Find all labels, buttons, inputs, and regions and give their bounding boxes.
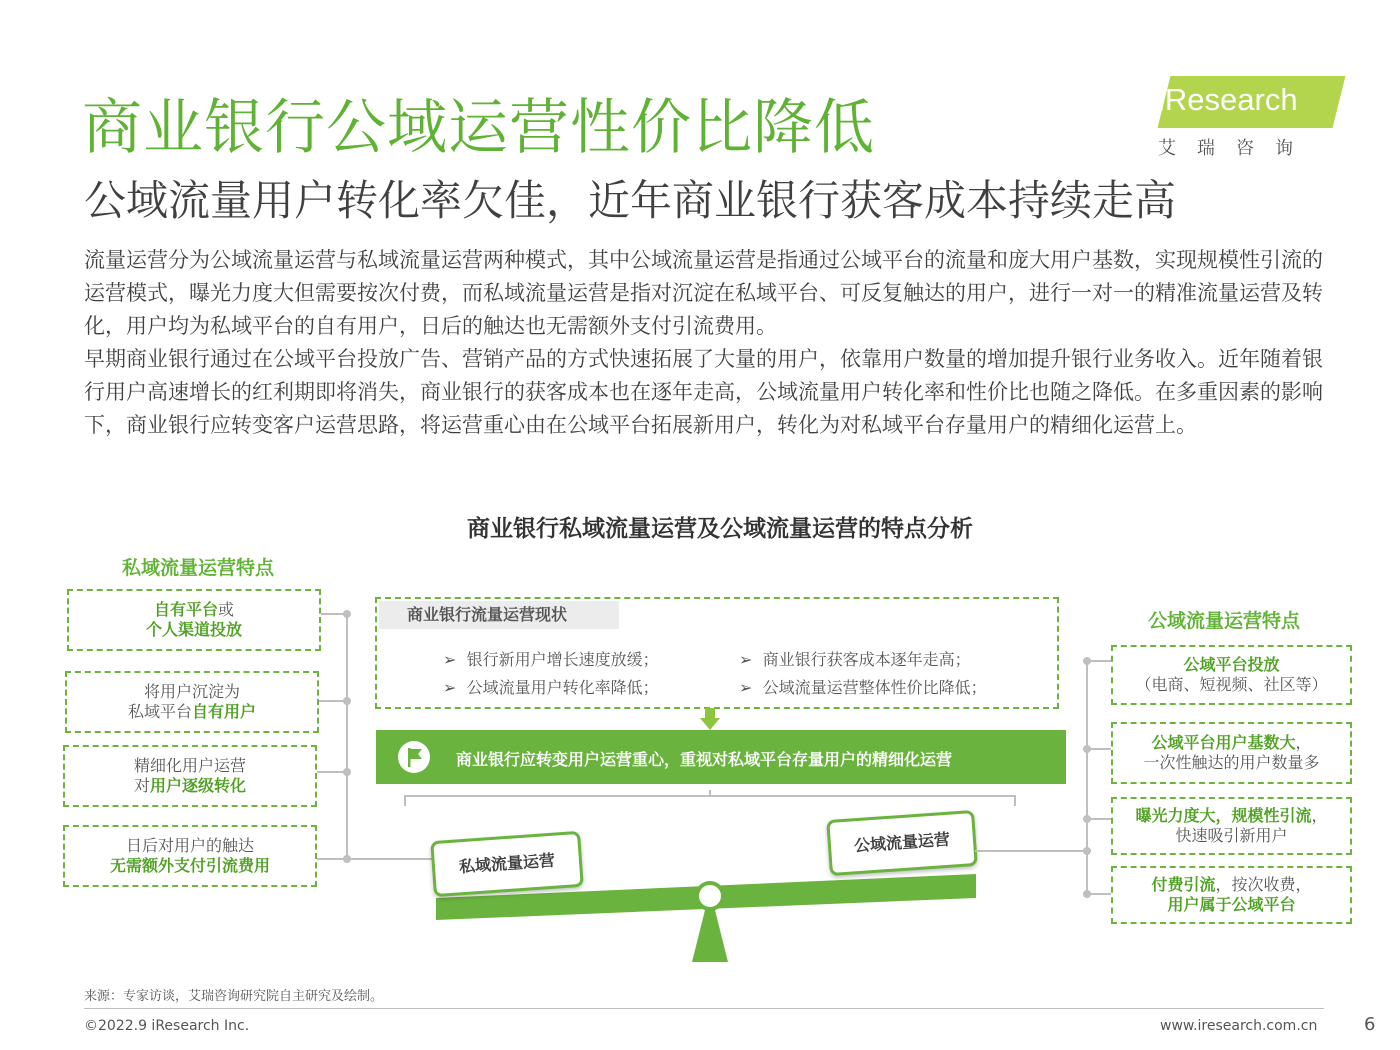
status-item: ➢ 公域流量运营整体性价比降低； [739,678,987,697]
private-feature-1: 自有平台或 个人渠道投放 [67,589,321,651]
status-header: 商业银行流量运营现状 [379,601,619,629]
left-connector [317,858,437,860]
bracket [400,788,1020,810]
copyright: ©2022.9 iResearch Inc. [84,1018,250,1034]
connector-dot [343,610,351,618]
public-feature-3: 曝光力度大，规模性引流， 快速吸引新用户 [1111,797,1352,855]
public-feature-1: 公域平台投放 （电商、短视频、社区等） [1111,645,1352,705]
status-item: ➢ 银行新用户增长速度放缓； [443,650,659,669]
iresearch-logo [1150,72,1340,164]
private-feature-2: 将用户沉淀为 私域平台自有用户 [65,671,319,733]
connector-dot [343,855,351,863]
private-traffic-heading: 私域流量运营特点 [122,557,275,579]
page-subtitle: 公域流量用户转化率欠佳，近年商业银行获客成本持续走高 [84,176,1177,225]
plaque-private-traffic: 私域流量运营 [430,831,584,897]
page-title: 商业银行公域运营性价比降低 [82,93,875,163]
banner-text: 商业银行应转变用户运营重心，重视对私域平台存量用户的精细化运营 [456,750,953,769]
body-paragraph-2: 早期商业银行通过在公域平台投放广告、营销产品的方式快速拓展了大量的用户，依靠用户数量的增加提升银行业务收入。近年随着银行用户高速增长的红利期即将消失，商业银行的获客成本也在逐年走高，公域流量用户转化率和性价比也随之降低。在多重因素的影响下，商业银行应转变客户运营思路，将运营重心由在公域平台拓展新用户，转化为对私域平台存量用户的精细化运营上。 [84,347,1323,437]
logo-cn: 艾瑞咨询 [1158,138,1314,159]
status-box [375,597,1059,709]
diagram-title: 商业银行私域流量运营及公域流量运营的特点分析 [467,516,973,542]
flag-icon [398,741,430,773]
source-note: 来源：专家访谈，艾瑞咨询研究院自主研究及绘制。 [84,989,384,1004]
right-connector-vertical [1086,660,1088,896]
connector-dot [1083,657,1091,665]
page-number: 6 [1364,1014,1376,1035]
status-item: ➢ 公域流量用户转化率降低； [443,678,659,697]
private-feature-3: 精细化用户运营 对用户逐级转化 [63,745,317,807]
connector-dot [1083,815,1091,823]
connector-dot [1083,847,1091,855]
left-connector-vertical [346,614,348,860]
body-paragraph-1: 流量运营分为公域流量运营与私域流量运营两种模式，其中公域流量运营是指通过公域平台的流量和庞大用户基数，实现规模性引流的运营模式，曝光力度大但需要按次付费，而私域流量运营是指对沉淀在私域平台、可反复触达的用户，进行一对一的精准流量运营及转化，用户均为私域平台的自有用户，日后的触达也无需额外支付引流费用。 [84,248,1323,338]
public-feature-2: 公域平台用户基数大， 一次性触达的用户数量多 [1111,722,1352,784]
connector-dot [1083,745,1091,753]
down-arrow-icon [700,708,720,732]
logo-i: i [1158,82,1165,117]
connector-dot [343,697,351,705]
connector-dot [1083,890,1091,898]
plaque-public-traffic: 公域流量运营 [826,810,978,876]
logo-brand: Research [1164,82,1298,117]
center-banner [376,730,1066,784]
private-feature-4: 日后对用户的触达 无需额外支付引流费用 [63,825,317,887]
public-traffic-heading: 公域流量运营特点 [1148,610,1301,632]
status-item: ➢ 商业银行获客成本逐年走高； [739,650,971,669]
footer-divider [84,1008,1324,1009]
body-text [84,244,1334,442]
public-feature-4: 付费引流，按次收费， 用户属于公域平台 [1111,866,1352,924]
right-connector [975,850,1087,852]
connector-dot [343,768,351,776]
website-link[interactable]: www.iresearch.com.cn [1160,1018,1318,1034]
